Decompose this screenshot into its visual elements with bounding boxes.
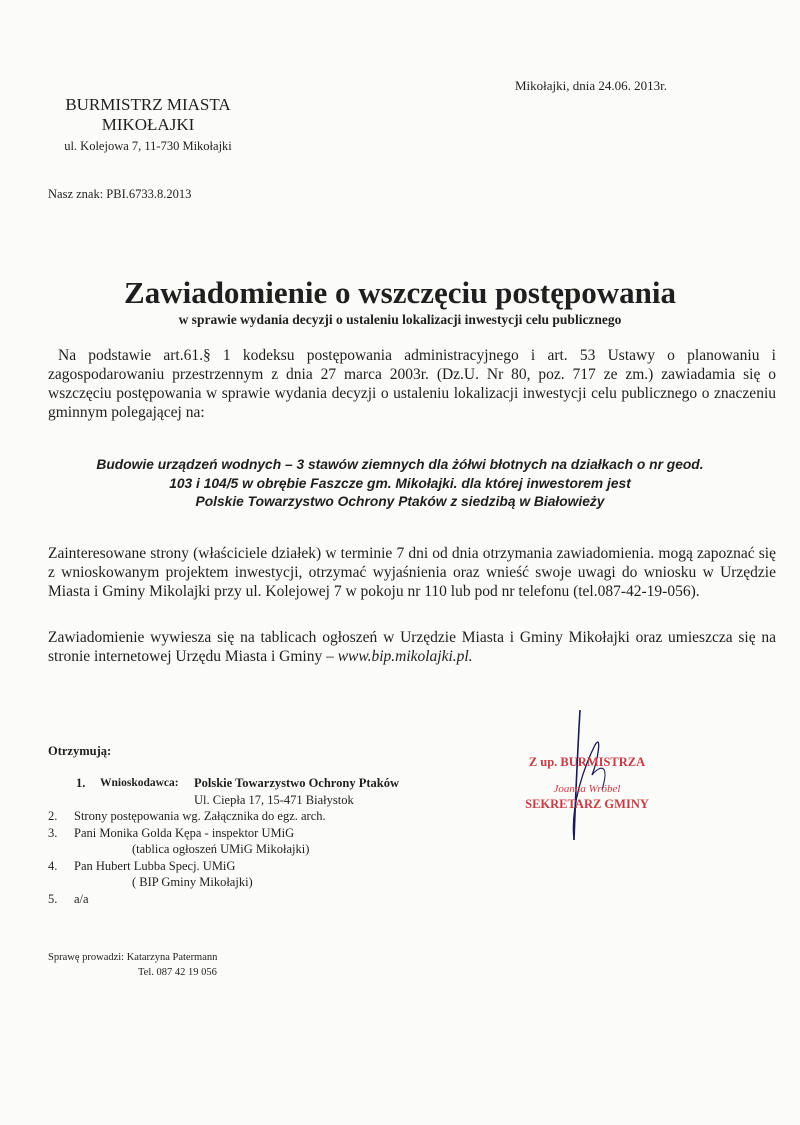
document-subtitle: w sprawie wydania decyzji o ustaleniu lokalizacji inwestycji celu publicznego xyxy=(178,312,622,327)
item-number: 3. xyxy=(48,825,58,840)
item-label: Wnioskodawca: xyxy=(100,777,179,789)
paragraph-text: Na podstawie art.61.§ 1 kodeksu postępowania administracyjnego i art. 53 Ustawy o planowaniu i zagospodarowaniu przestrzennym z dnia 27 marca 2003r. (Dz.U. Nr 80, poz. 717 ze zm.) zawiadamia się o wszczęciu postępowania w sprawie wydania decyzji o ustaleniu lokalizacji inwestycji celu publicznego o znaczeniu gminnym polegającej na: xyxy=(48,347,776,421)
issuer-title: BURMISTRZ MIASTA xyxy=(65,95,231,114)
stamp-authority: Z up. BURMISTRZA xyxy=(528,755,646,769)
item-text: Polskie Towarzystwo Ochrony Ptaków xyxy=(194,776,399,790)
case-handler-phone: Tel. 087 42 19 056 xyxy=(138,967,217,978)
issuer-city: MIKOŁAJKI xyxy=(101,115,195,134)
item-text: Pan Hubert Lubba Specj. UMiG xyxy=(74,858,236,873)
item-number: 1. xyxy=(76,776,86,790)
item-subtext: (tablica ogłoszeń UMiG Mikołajki) xyxy=(132,842,310,856)
reference-number: Nasz znak: PBI.6733.8.2013 xyxy=(48,187,192,201)
item-number: 4. xyxy=(48,858,58,873)
legal-basis-paragraph xyxy=(48,346,776,422)
item-text: a/a xyxy=(74,891,89,906)
publication-text: Zawiadomienie wywiesza się na tablicach ogłoszeń w Urzędzie Miasta i Gminy Mikołajki oraz umieszcza się na stronie internetowej Urzędu Miasta i Gminy – xyxy=(48,629,776,665)
stamp-name: Joanna Wróbel xyxy=(553,783,621,795)
item-address: Ul. Ciepła 17, 15-471 Białystok xyxy=(194,792,354,807)
subject-line: Budowie urządzeń wodnych – 3 stawów ziemnych dla żółwi błotnych na działkach o nr geod. xyxy=(96,457,704,472)
item-number: 2. xyxy=(48,809,58,823)
handwritten-signature xyxy=(540,705,660,845)
document-title: Zawiadomienie o wszczęciu postępowania xyxy=(124,275,676,310)
subject-line: 103 i 104/5 w obrębie Faszcze gm. Mikołajki. dla której inwestorem jest xyxy=(169,475,631,491)
item-text: Strony postępowania wg. Załącznika do egz. arch. xyxy=(74,809,326,823)
investment-subject xyxy=(0,456,800,512)
stamp-position: SEKRETARZ GMINY xyxy=(525,797,649,811)
bip-link[interactable]: www.bip.mikolajki.pl. xyxy=(337,648,473,665)
document-date: Mikołajki, dnia 24.06. 2013r. xyxy=(515,78,668,93)
parties-paragraph: Zainteresowane strony (właściciele działek) w terminie 7 dni od dnia otrzymania zawiadomienia. mogą zapoznać się z wnioskowanym projektem inwestycji, otrzymać wyjaśnienia oraz wnieść swoje uwagi do wniosku w Urzędzie Miasta i Gminy Mikolajki przy ul. Kolejowej 7 w pokoju nr 110 lub pod nr telefonu (tel.087-42-19-056). xyxy=(48,545,776,600)
subject-line: Polskie Towarzystwo Ochrony Ptaków z siedzibą w Białowieży xyxy=(195,494,605,509)
publication-paragraph xyxy=(48,628,776,666)
case-handler xyxy=(48,950,217,980)
case-handler-name: Sprawę prowadzi: Katarzyna Patermann xyxy=(48,952,218,963)
issuer-address: ul. Kolejowa 7, 11-730 Mikołajki xyxy=(64,139,232,153)
item-number: 5. xyxy=(48,891,58,906)
issuer-block xyxy=(48,95,248,155)
recipients-heading: Otrzymują: xyxy=(48,744,112,758)
item-subtext: ( BIP Gminy Mikołajki) xyxy=(132,875,253,889)
item-text: Pani Monika Golda Kępa - inspektor UMiG xyxy=(74,825,295,840)
